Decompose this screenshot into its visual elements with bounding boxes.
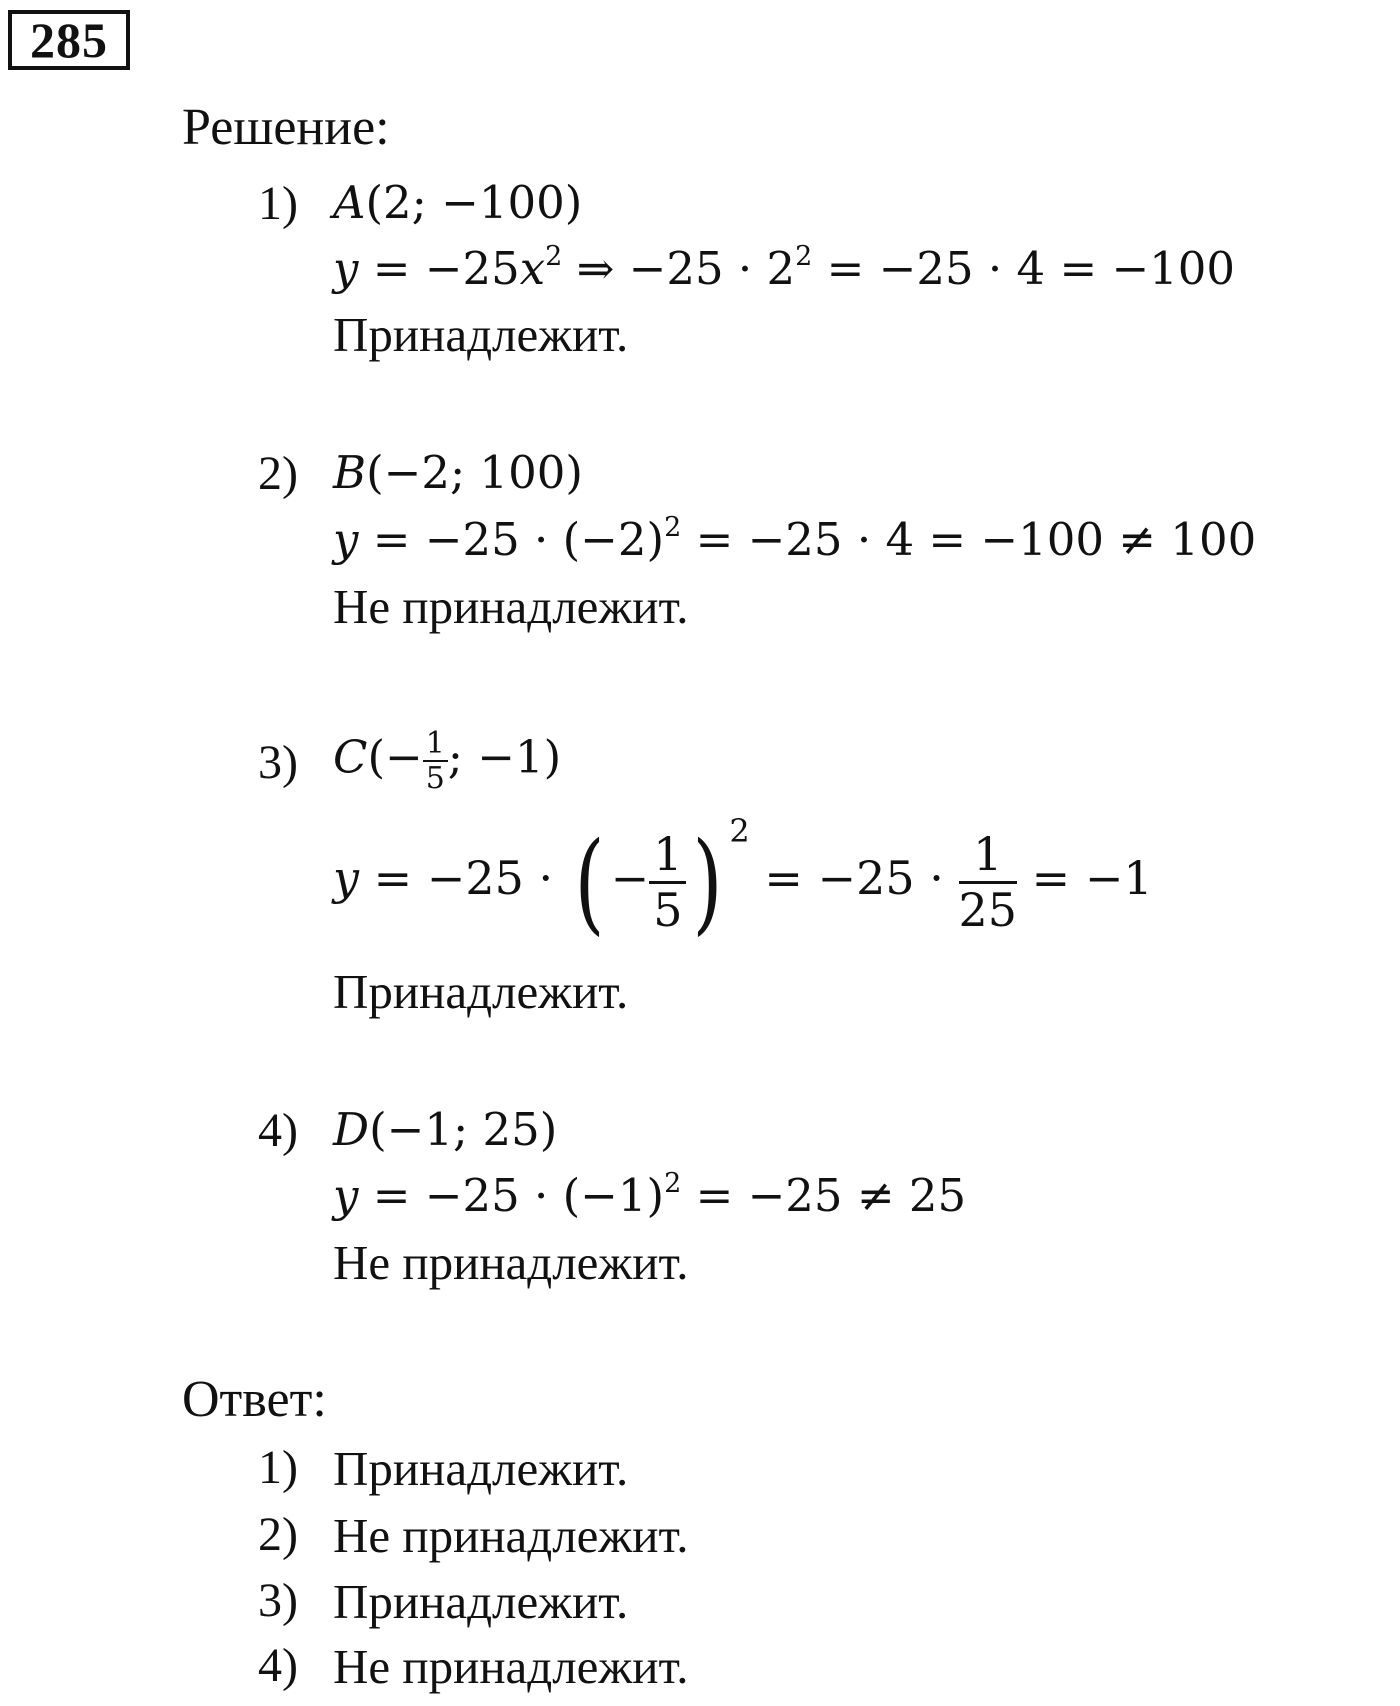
answer-1-text: Принадлежит.	[333, 1441, 629, 1496]
step-1-point: A(2; −100)	[333, 176, 583, 229]
step-3-point: C(− $\frac{1}{5}$ ; −1)	[333, 726, 562, 796]
step-3-verdict: Принадлежит.	[333, 964, 629, 1019]
answer-2-text: Не принадлежит.	[333, 1508, 689, 1563]
step-3-index: 3)	[258, 736, 298, 789]
step-4-calc: $y = -25 \cdot (-1)^2 = -25 \ne 25$	[333, 1168, 967, 1222]
step-4-point: D(−1; 25)	[333, 1103, 558, 1156]
step-2-verdict: Не принадлежит.	[333, 579, 689, 634]
answer-2-index: 2)	[258, 1508, 298, 1561]
fraction-one-fifth: $\frac{1}{5}$	[649, 828, 686, 937]
problem-number: 285	[8, 10, 130, 70]
fraction-one-twentyfifth: $\frac{1}{25}$	[958, 826, 1018, 937]
fraction-one-fifth: $\frac{1}{5}$	[423, 727, 448, 795]
step-4-index: 4)	[258, 1104, 298, 1157]
step-1-verdict: Принадлежит.	[333, 307, 629, 362]
step-4-verdict: Не принадлежит.	[333, 1235, 689, 1290]
solution-label: Решение:	[182, 99, 390, 156]
answer-4-index: 4)	[258, 1639, 298, 1692]
step-2-index: 2)	[258, 447, 298, 500]
step-2-point: B(−2; 100)	[333, 446, 583, 499]
step-1-calc: $y = -25x^2$ ⇒ $-25 \cdot 2^2 = -25 \cdot 4 = -100$	[333, 241, 1236, 295]
answer-1-index: 1)	[258, 1441, 298, 1494]
step-1-index: 1)	[258, 177, 298, 230]
answer-4-text: Не принадлежит.	[333, 1639, 689, 1694]
answer-3-index: 3)	[258, 1574, 298, 1627]
answer-3-text: Принадлежит.	[333, 1574, 629, 1629]
step-2-calc: $y = -25 \cdot (-2)^2 = -25 \cdot 4 = -100 \ne 100$	[333, 512, 1257, 566]
answer-label: Ответ:	[182, 1371, 327, 1428]
step-3-calc: y = −25 · ( − $\frac{1}{5}$ ) 2 = −25 · $\frac{1}{25}$ = −1	[333, 812, 1153, 946]
